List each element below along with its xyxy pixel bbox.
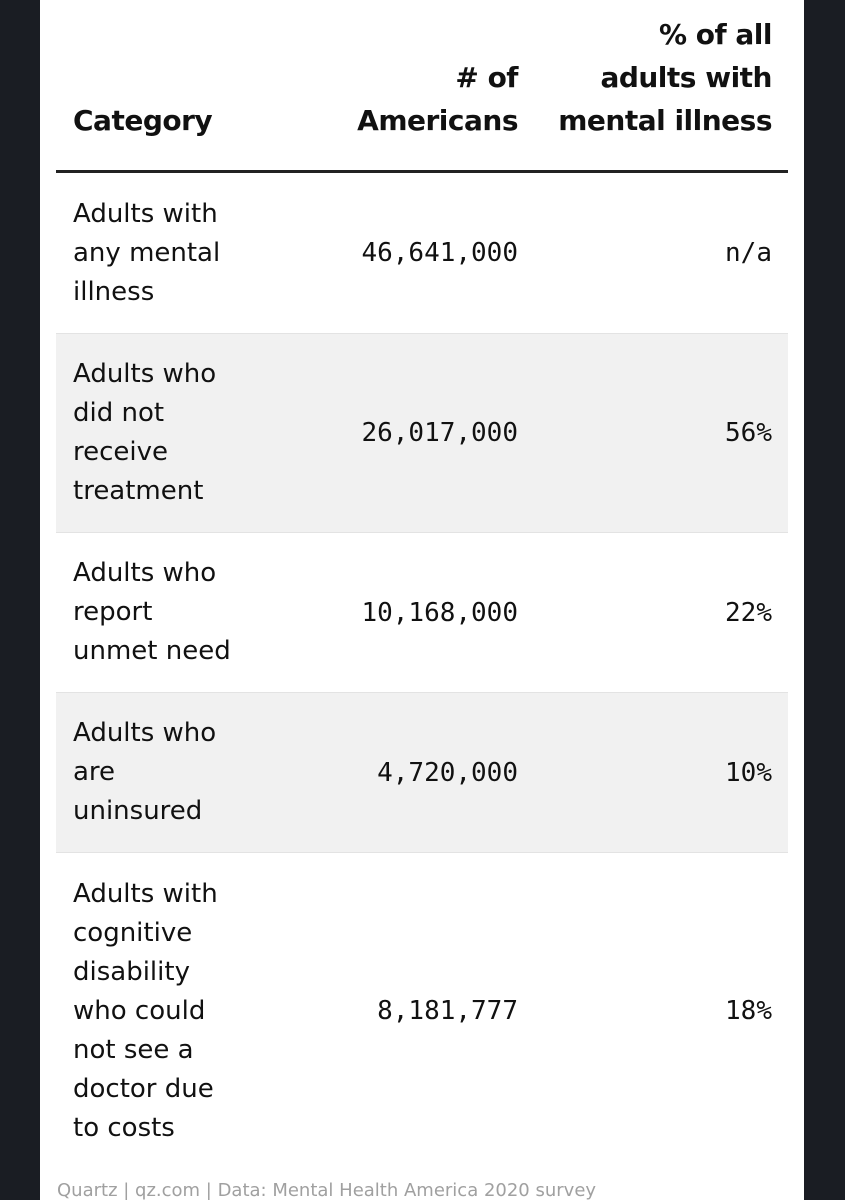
table-row xyxy=(56,693,788,853)
table-header xyxy=(56,0,788,173)
header-category-line: Category xyxy=(73,104,213,137)
category-line: receive xyxy=(73,437,169,467)
row-category xyxy=(56,875,243,1148)
category-line: cognitive xyxy=(73,917,193,948)
table-card xyxy=(40,0,804,1200)
category-line: treatment xyxy=(73,476,204,506)
category-line: Adults who xyxy=(73,718,217,748)
header-percent-line: % of all xyxy=(658,18,772,51)
category-line: Adults who xyxy=(73,558,217,588)
category-line: not see a xyxy=(73,1034,194,1065)
category-line: who could xyxy=(73,995,206,1026)
table-row xyxy=(56,533,788,693)
header-category xyxy=(73,99,212,142)
category-line: are xyxy=(73,757,116,787)
table-row xyxy=(56,173,788,334)
category-line: Adults who xyxy=(73,359,217,389)
header-count xyxy=(357,56,518,142)
row-category xyxy=(56,714,243,831)
source-note: Quartz | qz.com | Data: Mental Health America 2020 survey xyxy=(57,1180,597,1200)
header-percent xyxy=(558,13,772,142)
category-line: to costs xyxy=(73,1112,175,1143)
row-percent: 22% xyxy=(725,597,772,628)
row-percent: 56% xyxy=(725,418,772,448)
table-row xyxy=(56,334,788,533)
row-count: 8,181,777 xyxy=(377,996,518,1026)
category-line: doctor due xyxy=(73,1073,214,1104)
row-category xyxy=(56,195,243,312)
header-percent-line: adults with xyxy=(600,61,772,94)
category-line: Adults with xyxy=(73,878,218,909)
row-percent: 10% xyxy=(725,757,772,788)
category-line: report xyxy=(73,597,153,627)
header-count-line: # of xyxy=(455,61,518,94)
category-line: did not xyxy=(73,398,165,428)
row-count: 4,720,000 xyxy=(377,757,518,788)
row-count: 10,168,000 xyxy=(361,597,518,628)
category-line: any mental xyxy=(73,237,221,268)
header-count-line: Americans xyxy=(357,104,518,137)
row-count: 46,641,000 xyxy=(361,238,518,268)
data-table xyxy=(56,0,788,1169)
category-line: illness xyxy=(73,276,155,307)
row-count: 26,017,000 xyxy=(361,418,518,448)
row-category xyxy=(56,355,243,511)
category-line: Adults with xyxy=(73,198,218,229)
category-line: unmet need xyxy=(73,636,231,666)
row-category xyxy=(56,554,243,671)
category-line: uninsured xyxy=(73,796,203,826)
row-percent: n/a xyxy=(725,238,772,268)
row-percent: 18% xyxy=(725,996,772,1026)
category-line: disability xyxy=(73,956,190,987)
header-percent-line: mental illness xyxy=(558,104,772,137)
table-row xyxy=(56,853,788,1169)
